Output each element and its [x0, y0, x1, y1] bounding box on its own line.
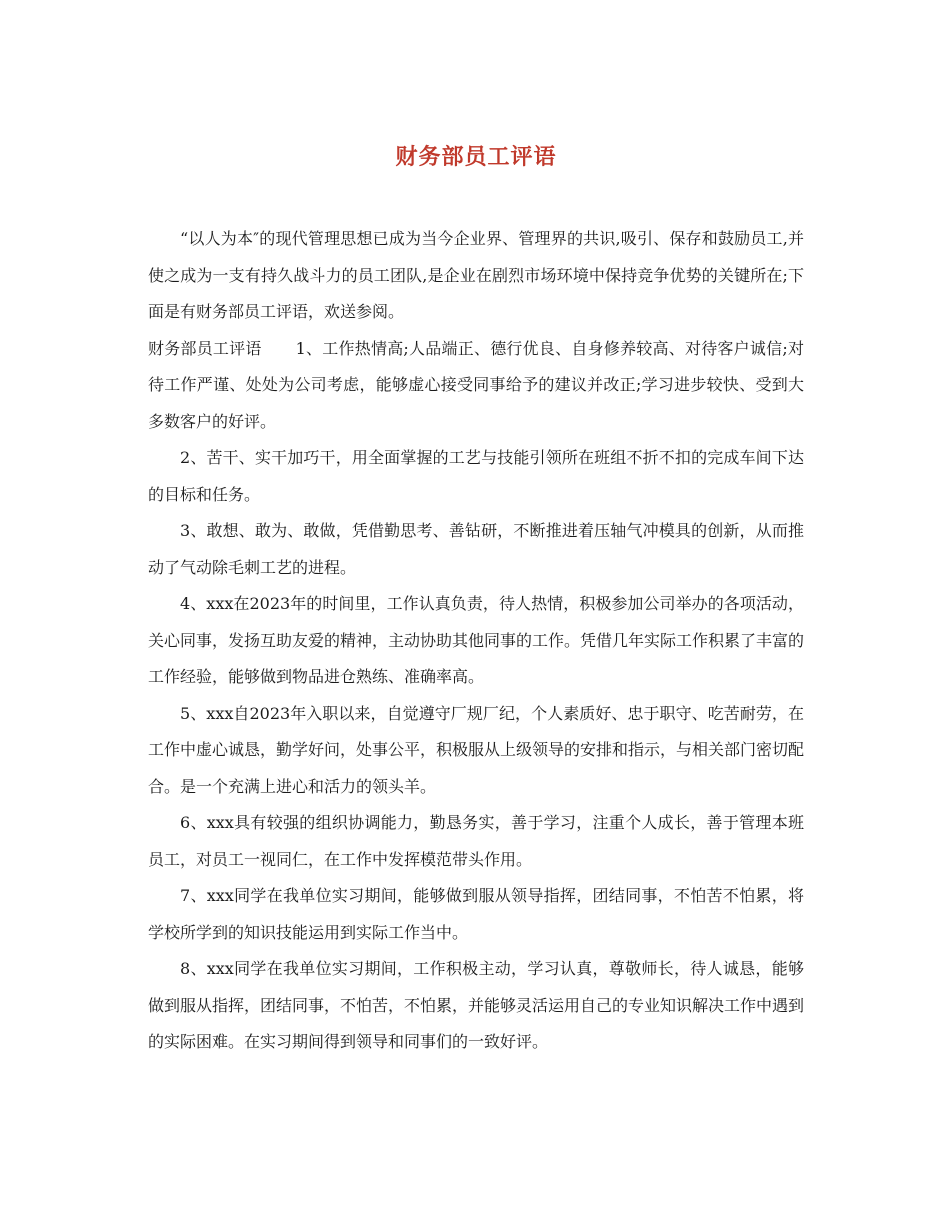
item-paragraph: 8、xxx同学在我单位实习期间，工作积极主动，学习认真，尊敬师长，待人诚恳，能够做到服从指挥，团结同事，不怕苦，不怕累，并能够灵活运用自己的专业知识解决工作中遇到的实际困难。在实习期间得到领导和同事们的一致好评。	[148, 959, 805, 1051]
item-paragraph: 3、敢想、敢为、敢做，凭借勤思考、善钻研，不断推进着压轴气冲模具的创新，从而推动了气动除毛刺工艺的进程。	[148, 521, 804, 577]
document-page	[148, 140, 804, 1061]
item-paragraph: 4、xxx在2023年的时间里，工作认真负责，待人热情，积极参加公司举办的各项活动，关心同事，发扬互助友爱的精神，主动协助其他同事的工作。凭借几年实际工作积累了丰富的工作经验，能够做到物品进仓熟练、准确率高。	[148, 594, 805, 686]
document-title: 财务部员工评语	[395, 144, 557, 170]
section-heading: 财务部员工评语	[148, 338, 262, 358]
item-1-text: 1、工作热情高;人品端正、德行优良、自身修养较高、对待客户诚信;对待工作严谨、处处为公司考虑，能够虚心接受同事给予的建议并改正;学习进步较快、受到大多数客户的好评。	[148, 338, 804, 431]
item-paragraph: 7、xxx同学在我单位实习期间，能够做到服从领导指挥，团结同事，不怕苦不怕累，将学校所学到的知识技能运用到实际工作当中。	[148, 886, 804, 942]
item-1-paragraph	[148, 331, 804, 441]
item-paragraph: 5、xxx自2023年入职以来，自觉遵守厂规厂纪，个人素质好、忠于职守、吃苦耐劳，在工作中虚心诚恳，勤学好问，处事公平，积极服从上级领导的安排和指示，与相关部门密切配合。是一个充满上进心和活力的领头羊。	[148, 703, 805, 796]
intro-paragraph: “以人为本″的现代管理思想已成为当今企业界、管理界的共识,吸引、保存和鼓励员工,并使之成为一支有持久战斗力的员工团队,是企业在剧烈市场环境中保持竞争优势的关键所在;下面是有财务部员工评语，欢送参阅。	[148, 229, 804, 321]
item-paragraph: 6、xxx具有较强的组织协调能力，勤恳务实，善于学习，注重个人成长，善于管理本班员工，对员工一视同仁，在工作中发挥模范带头作用。	[148, 813, 804, 869]
item-paragraph: 2、苦干、实干加巧干，用全面掌握的工艺与技能引领所在班组不折不扣的完成车间下达的目标和任务。	[148, 448, 804, 504]
